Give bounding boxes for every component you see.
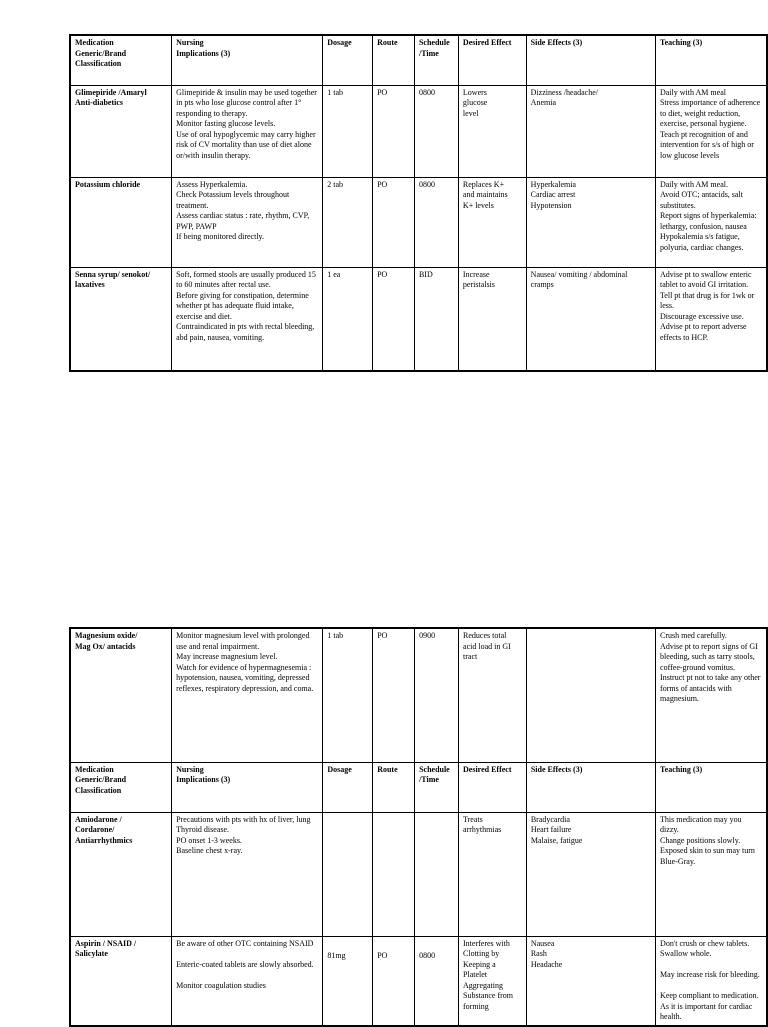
dosage: 1 ea	[323, 267, 373, 371]
schedule: 0800	[414, 177, 458, 267]
side-effects: Nausea Rash Headache	[526, 936, 655, 1026]
dosage: 1 tab	[323, 85, 373, 177]
teaching: Crush med carefully. Advise pt to report signs of GI bleeding, such as tarry stools, coffee-ground vomitus. Instruct pt not to take any other forms of antacids with magnesium.	[656, 628, 767, 762]
desired-effect: Replaces K+ and maintains K+ levels	[458, 177, 526, 267]
teaching: Daily with AM meal. Avoid OTC; antacids, salt substitutes. Report signs of hyperkalemia: lethargy, confusion, nausea Hypokalemia s/s fatigue, polyuria, cardiac changes.	[655, 177, 767, 267]
header-dosage: Dosage	[323, 35, 373, 85]
nursing-implications: Precautions with pts with hx of liver, lung Thyroid disease. PO onset 1-3 weeks. Baseline chest x-ray.	[172, 812, 323, 936]
desired-effect: Reduces total acid load in GI tract	[459, 628, 527, 762]
header-medication: Medication Generic/Brand Classification	[70, 35, 172, 85]
header-teaching: Teaching (3)	[655, 35, 767, 85]
schedule	[415, 812, 459, 936]
medication-name: Magnesium oxide/ Mag Ox/ antacids	[70, 628, 172, 762]
header-side-effects: Side Effects (3)	[526, 762, 655, 812]
route: PO	[373, 85, 415, 177]
table-row	[70, 267, 767, 371]
dosage	[323, 936, 373, 1026]
medication-name: Potassium chloride	[70, 177, 172, 267]
schedule: 0800	[414, 85, 458, 177]
schedule: 0800	[415, 936, 459, 1026]
route	[373, 812, 415, 936]
route: PO	[373, 936, 415, 1026]
medication-table-2	[69, 627, 768, 1027]
dosage: 2 tab	[323, 177, 373, 267]
dosage	[323, 812, 373, 936]
nursing-implications: Glimepiride & insulin may be used together in pts who lose glucose control after 1° responding to therapy. Monitor fasting glucose levels. Use of oral hypoglycemic may carry higher risk of CV mortality than use of diet alone or/with insulin therapy.	[172, 85, 323, 177]
dosage: 1 tab	[323, 628, 373, 762]
header-nursing-implications: Nursing Implications (3)	[172, 35, 323, 85]
side-effects	[526, 628, 655, 762]
header-schedule: Schedule /Time	[415, 762, 459, 812]
table-row	[70, 177, 767, 267]
desired-effect: Lowers glucose level	[458, 85, 526, 177]
teaching: This medication may you dizzy. Change positions slowly. Exposed skin to sun may turn Blue-Gray.	[656, 812, 767, 936]
route: PO	[373, 267, 415, 371]
desired-effect: Interferes with Clotting by Keeping a Platelet Aggregating Substance from forming	[459, 936, 527, 1026]
teaching: Don't crush or chew tablets. Swallow whole. May increase risk for bleeding. Keep compliant to medication. As it is important for cardiac health.	[656, 936, 767, 1026]
schedule: 0900	[415, 628, 459, 762]
table-row	[70, 628, 767, 762]
header-nursing-implications: Nursing Implications (3)	[172, 762, 323, 812]
medication-name: Glimepiride /Amaryl Anti-diabetics	[70, 85, 172, 177]
header-teaching: Teaching (3)	[656, 762, 767, 812]
dosage-value: 81mg	[327, 950, 346, 960]
nursing-implications: Monitor magnesium level with prolonged use and renal impairment. May increase magnesium level. Watch for evidence of hypermagnesemia : hypotension, nausea, vomiting, depressed reflexes, respiratory depression, and coma.	[172, 628, 323, 762]
header-medication: Medication Generic/Brand Classification	[70, 762, 172, 812]
medication-name: Aspirin / NSAID / Salicylate	[70, 936, 172, 1026]
header-route: Route	[373, 35, 415, 85]
header-route: Route	[373, 762, 415, 812]
header-desired-effect: Desired Effect	[459, 762, 527, 812]
teaching: Advise pt to swallow enteric tablet to avoid GI irritation. Tell pt that drug is for 1wk or less. Discourage excessive use. Advise pt to report adverse effects to HCP.	[655, 267, 767, 371]
table-header-row	[70, 35, 767, 85]
medication-name: Amiodarone / Cordarone/ Antiarrhythmics	[70, 812, 172, 936]
teaching: Daily with AM meal Stress importance of adherence to diet, weight reduction, exercise, personal hygiene. Teach pt recognition of and intervention for s/s of high or low glucose levels	[655, 85, 767, 177]
schedule: BID	[414, 267, 458, 371]
nursing-implications: Be aware of other OTC containing NSAID Enteric-coated tablets are slowly absorbed. Monitor coagulation studies	[172, 936, 323, 1026]
table-row	[70, 812, 767, 936]
table-row	[70, 936, 767, 1026]
medication-table-1	[69, 34, 768, 372]
desired-effect: Treats arrhythmias	[459, 812, 527, 936]
header-side-effects: Side Effects (3)	[526, 35, 655, 85]
route: PO	[373, 177, 415, 267]
table-row	[70, 85, 767, 177]
desired-effect: Increase peristalsis	[458, 267, 526, 371]
side-effects: Nausea/ vomiting / abdominal cramps	[526, 267, 655, 371]
table-header-row	[70, 762, 767, 812]
side-effects: Bradycardia Heart failure Malaise, fatigue	[526, 812, 655, 936]
nursing-implications: Soft, formed stools are usually produced 15 to 60 minutes after rectal use. Before giving for constipation, determine whether pt has adequate fluid intake, exercise and diet. Contraindicated in pts with rectal bleeding, abd pain, nausea, vomiting.	[172, 267, 323, 371]
side-effects: Dizziness /headache/ Anemia	[526, 85, 655, 177]
header-schedule: Schedule /Time	[414, 35, 458, 85]
route: PO	[373, 628, 415, 762]
side-effects: Hyperkalemia Cardiac arrest Hypotension	[526, 177, 655, 267]
medication-name: Senna syrup/ senokot/ laxatives	[70, 267, 172, 371]
nursing-implications: Assess Hyperkalemia. Check Potassium levels throughout treatment. Assess cardiac status : rate, rhythm, CVP, PWP, PAWP If being monitored directly.	[172, 177, 323, 267]
header-dosage: Dosage	[323, 762, 373, 812]
header-desired-effect: Desired Effect	[458, 35, 526, 85]
